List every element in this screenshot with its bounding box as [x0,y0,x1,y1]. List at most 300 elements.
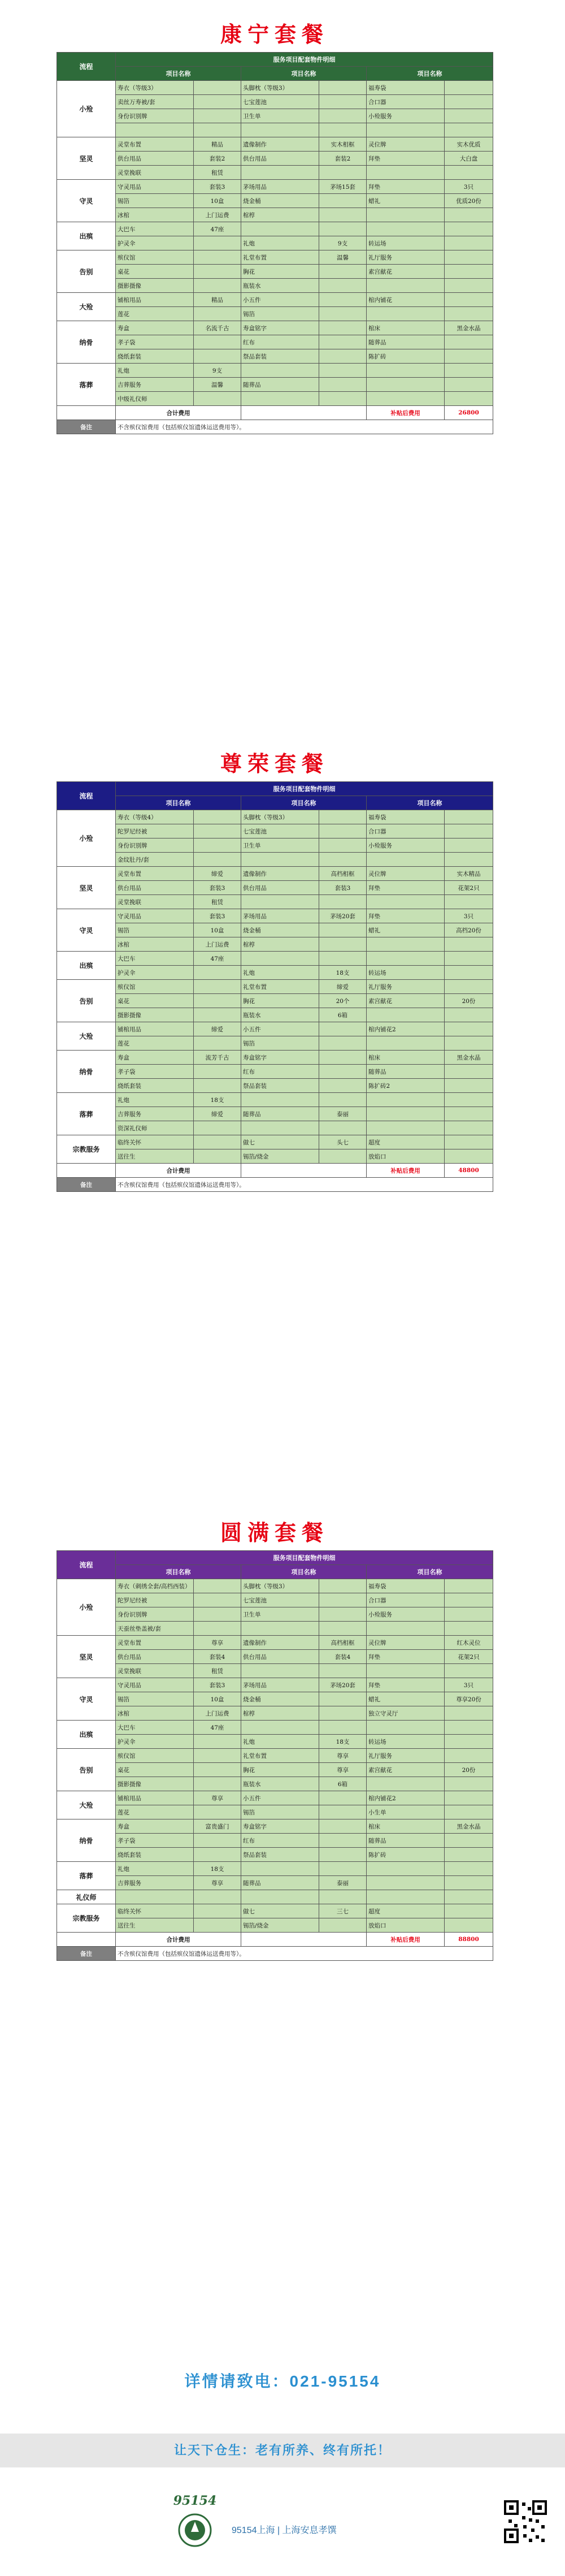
table-row [57,1862,493,1876]
item-name-cell [367,1107,445,1121]
item-spec-cell: 高档20份 [445,923,493,937]
item-name-cell [367,208,445,222]
item-name-cell: 棺床 [367,321,445,335]
item-name-cell: 吉葬服务 [116,1876,194,1890]
item-spec-cell: 实木相框 [319,137,367,152]
item-name-cell: 大巴车 [116,1721,194,1735]
table-row [57,378,493,392]
item-spec-cell [445,1079,493,1093]
item-name-cell: 殡仪馆 [116,250,194,265]
table-row [57,1093,493,1107]
item-spec-cell [445,1579,493,1593]
item-name-cell: 头脚枕（等级3） [241,1579,319,1593]
item-spec-cell: 20份 [445,994,493,1008]
table-row [57,152,493,166]
item-spec-cell: 9支 [319,236,367,250]
item-name-cell: 七宝莲池 [241,1593,319,1607]
item-spec-cell [194,1593,241,1607]
footer [0,2476,565,2573]
item-name-cell: 灵位牌 [367,1636,445,1650]
item-spec-cell [194,1749,241,1763]
item-name-cell: 大巴车 [116,952,194,966]
table-row [57,1051,493,1065]
item-spec-cell: 18支 [194,1093,241,1107]
item-name-cell: 吉葬服务 [116,378,194,392]
item-spec-cell [445,1622,493,1636]
item-name-cell [241,1664,319,1678]
item-name-cell [367,307,445,321]
section-label: 大殓 [57,293,116,321]
item-spec-cell: 6箱 [319,1777,367,1791]
item-spec-cell [445,1008,493,1022]
section-label: 坚灵 [57,1636,116,1678]
item-spec-cell [319,1890,367,1904]
item-name-cell: 供台用品 [241,881,319,895]
item-spec-cell [194,1763,241,1777]
item-name-cell: 祭品套装 [241,1079,319,1093]
item-spec-cell: 9支 [194,364,241,378]
item-name-cell [241,895,319,909]
item-spec-cell [445,123,493,137]
item-spec-cell: 高档相框 [319,867,367,881]
item-spec-cell: 18支 [319,1735,367,1749]
item-spec-cell [445,1777,493,1791]
item-name-cell: 铺棺用品 [116,1022,194,1036]
item-spec-cell [445,966,493,980]
item-spec-cell [194,279,241,293]
table-row [57,1008,493,1022]
table-row [57,95,493,109]
item-name-cell [367,1777,445,1791]
table-row [57,923,493,937]
item-name-cell: 随葬品 [241,1876,319,1890]
item-name-cell [241,1121,319,1135]
item-spec-cell: 泰丽 [319,1107,367,1121]
item-spec-cell [319,194,367,208]
section-label: 落葬 [57,364,116,406]
package-yuanman [56,1515,493,1961]
item-name-cell: 桌花 [116,1763,194,1777]
section-label: 小殓 [57,810,116,867]
item-name-cell [241,853,319,867]
item-name-cell: 寿衣（等级3） [116,81,194,95]
item-spec-cell: 精品 [194,293,241,307]
item-name-cell: 锡箔/烧金 [241,1149,319,1164]
item-name-cell [241,1721,319,1735]
table-row [57,937,493,952]
item-spec-cell: 精品 [194,137,241,152]
table-row [57,1664,493,1678]
item-spec-cell: 头七 [319,1135,367,1149]
table-row [57,1706,493,1721]
item-name-cell: 七宝莲池 [241,824,319,839]
header-detail: 服务项目配套物件明细 [116,1551,493,1565]
table-row [57,321,493,335]
item-name-cell: 拜垫 [367,1650,445,1664]
item-name-cell: 锡箔 [241,1036,319,1051]
item-spec-cell [194,392,241,406]
item-name-cell: 身份识别牌 [116,1607,194,1622]
item-spec-cell [319,952,367,966]
item-name-cell: 随葬品 [241,1107,319,1121]
item-spec-cell [194,1149,241,1164]
item-name-cell [116,1890,194,1904]
item-spec-cell [445,95,493,109]
item-spec-cell [194,1607,241,1622]
item-name-cell: 礼炮 [241,236,319,250]
item-spec-cell: 三七 [319,1904,367,1918]
item-name-cell: 棺椁 [241,1706,319,1721]
item-spec-cell [194,1805,241,1819]
item-name-cell: 临终关怀 [116,1904,194,1918]
item-spec-cell: 47座 [194,222,241,236]
item-name-cell: 小殓服务 [367,1607,445,1622]
total-label: 合计费用 [116,1933,241,1947]
section-label: 落葬 [57,1093,116,1135]
item-spec-cell: 套装3 [194,881,241,895]
item-spec-cell [445,895,493,909]
item-spec-cell [319,1579,367,1593]
item-spec-cell [194,1065,241,1079]
item-name-cell: 棺床 [367,1051,445,1065]
item-spec-cell: 上门运费 [194,937,241,952]
item-name-cell: 做七 [241,1135,319,1149]
item-spec-cell [445,1149,493,1164]
item-spec-cell [445,1036,493,1051]
item-name-cell: 合口器 [367,95,445,109]
item-spec-cell [319,349,367,364]
item-spec-cell: 套装3 [319,881,367,895]
package-body [57,81,493,406]
item-spec-cell [445,222,493,236]
table-row [57,137,493,152]
item-name-cell: 蜡礼 [367,1692,445,1706]
item-name-cell: 孝子袋 [116,335,194,349]
item-name-cell: 护灵伞 [116,966,194,980]
item-name-cell: 转运场 [367,966,445,980]
item-spec-cell [445,392,493,406]
item-name-cell: 随葬品 [241,378,319,392]
item-spec-cell [319,1593,367,1607]
item-name-cell: 七宝莲池 [241,95,319,109]
item-name-cell: 供台用品 [116,152,194,166]
item-name-cell: 礼炮 [241,1735,319,1749]
item-spec-cell: 套装3 [194,180,241,194]
item-spec-cell [194,335,241,349]
item-spec-cell [319,1622,367,1636]
item-spec-cell [319,1692,367,1706]
total-blank [57,1933,116,1947]
item-spec-cell [319,364,367,378]
table-row [57,1735,493,1749]
item-spec-cell: 实木精品 [445,867,493,881]
item-name-cell: 祭品套装 [241,349,319,364]
item-spec-cell [194,81,241,95]
item-spec-cell [445,1834,493,1848]
total-blank [241,406,367,420]
item-spec-cell: 套装4 [194,1650,241,1664]
section-label: 大殓 [57,1022,116,1051]
item-spec-cell [445,250,493,265]
item-name-cell: 冰棺 [116,1706,194,1721]
item-name-cell: 资深礼仪师 [116,1121,194,1135]
item-spec-cell [445,1848,493,1862]
item-name-cell: 烧纸套装 [116,1079,194,1093]
qr-code-icon[interactable] [503,2499,548,2544]
item-spec-cell [445,1904,493,1918]
table-row [57,1622,493,1636]
item-spec-cell [319,1834,367,1848]
item-spec-cell [445,81,493,95]
item-name-cell: 摄影摄像 [116,1777,194,1791]
item-spec-cell [194,966,241,980]
table-row [57,1819,493,1834]
item-spec-cell: 3只 [445,180,493,194]
table-row [57,1065,493,1079]
subsidy-label: 补贴后费用 [367,1933,445,1947]
item-name-cell: 卖丝万寿被/套 [116,95,194,109]
hotline[interactable]: 详情请致电：021-95154 [184,2372,381,2390]
item-name-cell: 莲花 [116,307,194,321]
item-spec-cell [194,810,241,824]
item-spec-cell: 套装2 [194,152,241,166]
item-name-cell [367,895,445,909]
item-name-cell: 护灵伞 [116,1735,194,1749]
item-name-cell: 卫生单 [241,839,319,853]
item-spec-cell: 上门运费 [194,1706,241,1721]
item-name-cell: 身份识别牌 [116,839,194,853]
item-name-cell: 陈扩砖 [367,1848,445,1862]
item-spec-cell [194,824,241,839]
item-spec-cell [194,1904,241,1918]
header-process: 流程 [57,782,116,810]
item-name-cell: 烧纸套装 [116,1848,194,1862]
item-name-cell: 护灵伞 [116,236,194,250]
item-name-cell: 蜡礼 [367,923,445,937]
item-name-cell: 吉葬服务 [116,1107,194,1121]
item-name-cell: 卫生单 [241,109,319,123]
table-row [57,1678,493,1692]
item-spec-cell [445,810,493,824]
table-row [57,1848,493,1862]
item-name-cell: 烧金桶 [241,923,319,937]
package-table [56,52,493,434]
table-row [57,364,493,378]
item-spec-cell: 黑金水晶 [445,321,493,335]
item-name-cell: 锡箔/烧金 [241,1918,319,1933]
item-spec-cell [445,952,493,966]
header-item-name: 项目名称 [241,67,367,81]
table-row [57,1805,493,1819]
header-item-name: 项目名称 [367,67,493,81]
item-spec-cell [194,1579,241,1593]
item-name-cell: 棺内铺花2 [367,1791,445,1805]
item-spec-cell [194,250,241,265]
item-name-cell: 茅场用品 [241,909,319,923]
item-spec-cell [194,1008,241,1022]
item-spec-cell [194,265,241,279]
item-name-cell: 莲花 [116,1036,194,1051]
item-spec-cell: 6箱 [319,1008,367,1022]
item-spec-cell [194,1079,241,1093]
item-name-cell [241,1862,319,1876]
item-name-cell: 烧金桶 [241,1692,319,1706]
item-name-cell: 守灵用品 [116,1678,194,1692]
item-name-cell: 拜垫 [367,152,445,166]
item-name-cell [367,392,445,406]
item-name-cell: 棺内铺花2 [367,1022,445,1036]
company-logo-icon [169,2499,220,2550]
item-name-cell [241,166,319,180]
item-spec-cell [319,307,367,321]
item-name-cell: 锡箔 [116,1692,194,1706]
item-spec-cell [445,839,493,853]
item-name-cell: 做七 [241,1904,319,1918]
table-row [57,194,493,208]
item-spec-cell [194,307,241,321]
note-text: 不含殡仪馆费用（包括殡仪馆遗体运送费用等）。 [116,1178,493,1192]
item-spec-cell: 缔爱 [194,867,241,881]
item-spec-cell [194,123,241,137]
item-spec-cell: 20份 [445,1763,493,1777]
item-spec-cell [194,95,241,109]
item-name-cell: 小生单 [367,1805,445,1819]
table-row [57,1149,493,1164]
table-row [57,994,493,1008]
item-spec-cell [445,1918,493,1933]
section-label: 小殓 [57,81,116,137]
logo-number: 95154 [173,2493,217,2508]
table-row [57,208,493,222]
item-spec-cell [445,166,493,180]
item-name-cell [367,1008,445,1022]
item-name-cell: 寿盒 [116,1819,194,1834]
item-name-cell: 锡箔 [116,194,194,208]
item-spec-cell: 茅场15套 [319,180,367,194]
item-spec-cell [194,839,241,853]
section-label: 礼仪师 [57,1890,116,1904]
item-spec-cell: 尊享 [319,1749,367,1763]
item-spec-cell [445,307,493,321]
table-row [57,1593,493,1607]
table-row [57,307,493,321]
item-spec-cell: 尊享20份 [445,1692,493,1706]
item-spec-cell: 3只 [445,909,493,923]
item-spec-cell: 缔爱 [194,1107,241,1121]
note-label: 备注 [57,420,116,434]
item-spec-cell: 实木优质 [445,137,493,152]
table-row [57,265,493,279]
item-name-cell [367,1036,445,1051]
section-label: 守灵 [57,909,116,952]
item-name-cell: 灵堂布置 [116,137,194,152]
table-row [57,1749,493,1763]
item-spec-cell: 红木灵位 [445,1636,493,1650]
item-name-cell: 中级礼仪师 [116,392,194,406]
item-spec-cell [319,265,367,279]
item-name-cell [241,1093,319,1107]
section-label: 纳骨 [57,321,116,364]
item-name-cell: 小五件 [241,1791,319,1805]
item-name-cell [367,279,445,293]
item-name-cell: 瓶装水 [241,1777,319,1791]
section-label: 纳骨 [57,1819,116,1862]
item-name-cell [241,392,319,406]
item-spec-cell [319,378,367,392]
item-spec-cell [445,364,493,378]
package-body [57,810,493,1164]
item-name-cell [367,1876,445,1890]
item-name-cell: 礼炮 [116,1862,194,1876]
subsidy-label: 补贴后费用 [367,1164,445,1178]
item-spec-cell: 温馨 [319,250,367,265]
total-amount: 48800 [445,1164,493,1178]
table-row [57,81,493,95]
item-name-cell: 寿盒 [116,321,194,335]
item-spec-cell [445,279,493,293]
item-spec-cell: 花架2只 [445,1650,493,1664]
item-name-cell: 遗像制作 [241,1636,319,1650]
item-spec-cell [445,1706,493,1721]
item-name-cell: 礼厅服务 [367,1749,445,1763]
item-spec-cell [445,937,493,952]
package-table [56,781,493,1192]
item-name-cell: 头脚枕（等级3） [241,81,319,95]
item-spec-cell: 泰丽 [319,1876,367,1890]
item-spec-cell [445,1664,493,1678]
item-name-cell [241,364,319,378]
item-name-cell: 素宫献花 [367,994,445,1008]
item-spec-cell [319,1022,367,1036]
item-name-cell: 福寿袋 [367,1579,445,1593]
item-name-cell: 随葬品 [367,335,445,349]
item-name-cell: 供台用品 [241,1650,319,1664]
item-spec-cell [319,1051,367,1065]
total-label: 合计费用 [116,1164,241,1178]
item-name-cell: 身份识别牌 [116,109,194,123]
table-row [57,1022,493,1036]
table-row [57,1107,493,1121]
package-title: 尊荣套餐 [220,751,329,776]
section-label: 出殡 [57,222,116,250]
table-row [57,166,493,180]
item-spec-cell [445,1805,493,1819]
item-name-cell: 桌花 [116,994,194,1008]
item-spec-cell: 尊享 [194,1636,241,1650]
item-spec-cell [319,1149,367,1164]
item-name-cell: 瓶装水 [241,1008,319,1022]
note-text: 不含殡仪馆费用（包括殡仪馆遗体运送费用等）。 [116,420,493,434]
item-name-cell: 礼炮 [116,1093,194,1107]
item-name-cell: 礼堂布置 [241,1749,319,1763]
total-label: 合计费用 [116,406,241,420]
section-label: 出殡 [57,952,116,980]
item-name-cell: 陈扩砖 [367,349,445,364]
item-name-cell: 灵堂挽联 [116,166,194,180]
item-name-cell: 遗像制作 [241,137,319,152]
item-spec-cell: 上门运费 [194,208,241,222]
item-name-cell [367,937,445,952]
item-name-cell: 随葬品 [367,1834,445,1848]
item-name-cell: 送往生 [116,1918,194,1933]
item-name-cell: 瓶装水 [241,279,319,293]
item-name-cell: 棺床 [367,1819,445,1834]
item-name-cell: 拜垫 [367,881,445,895]
table-row [57,236,493,250]
item-name-cell [116,123,194,137]
item-name-cell: 棺椁 [241,208,319,222]
total-amount: 88800 [445,1933,493,1947]
